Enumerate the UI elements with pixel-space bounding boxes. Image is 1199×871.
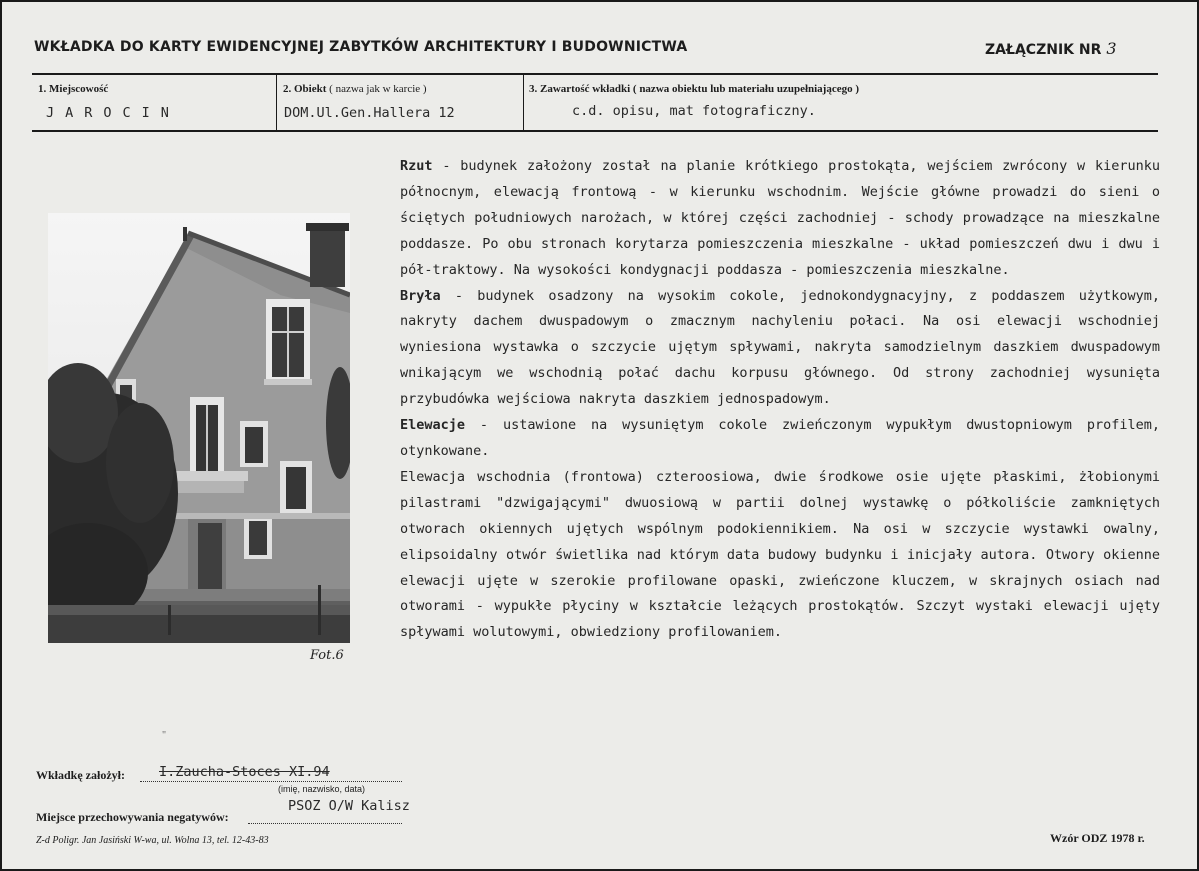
author-value: I.Zaucha-Stoces XI.94 — [159, 764, 330, 780]
appendix-number-value: 3 — [1106, 39, 1117, 58]
paragraph-rzut: Rzut - budynek założony został na planie krótkiego prostokąta, wejściem zwrócony w kierunku północnym, elewacją frontową - w kierunku wschodnim. Wejście główne prowadzi do sieni o ściętych południowych narożach, w której części zachodniej - schody prowadzące na mieszkalne poddasze. Po obu stronach korytarza pomieszczenia mieszkalne - układ pomieszczeń dwu i dwu i pół-traktowy. Na wysokości kondygnacji poddasza - pomieszczenia mieszkalne. — [400, 158, 1160, 278]
appendix-number — [985, 39, 1117, 58]
building-photo — [48, 213, 350, 643]
author-line — [140, 781, 402, 782]
paragraph-elewacja-wschodnia: Elewacja wschodnia (frontowa) czteroosiowa, dwie środkowe osie ujęte płaskimi, żłobionymi pilastrami "dzwigającymi" dwuosiową w partii dolnej wystawkę o półkoliście zamkniętych otworach okiennych ujętych wspólnym podokiennikiem. Na osi w szczycie wystawki owalny, elipsoidalny otwór świetlika nad którym data budowy budynku i inicjały autora. Otwory okienne elewacji ujęte w szerokie profilowane opaski, zwieńczone kluczem, w skrajnych osiach nad otworami - wypukłe płyciny w kształcie leżących prostokątów. Szczyt wystaki elewacji ujęty spływami wolutowymi, obwiedziony profilowaniem. — [400, 468, 1160, 641]
object-value: DOM.Ul.Gen.Hallera 12 — [284, 105, 455, 121]
form-version: Wzór ODZ 1978 r. — [1050, 831, 1145, 845]
author-label: Wkładkę założył: — [36, 768, 125, 782]
header-rule — [32, 73, 1158, 75]
printer-note: Z-d Poligr. Jan Jasiński W-wa, ul. Wolna 13, tel. 12-43-83 — [36, 835, 269, 846]
negatives-label: Miejsce przechowywania negatywów: — [36, 810, 229, 824]
locality-value: JAROCIN — [46, 105, 180, 121]
object-label: 2. Obiekt ( nazwa jak w karcie ) — [283, 83, 427, 95]
author-hint: (imię, nazwisko, data) — [278, 784, 366, 794]
contents-value: c.d. opisu, mat fotograficzny. — [572, 103, 816, 119]
building-photo-drawing — [48, 213, 350, 643]
description-text — [400, 154, 1160, 646]
field-divider-2 — [523, 75, 524, 130]
locality-label: 1. Miejscowość — [38, 83, 109, 95]
paragraph-bryla: Bryła - budynek osadzony na wysokim cokole, jednokondygnacyjny, z poddaszem użytkowym, nakryty dachem dwuspadowym o zmacznym nachyleniu połaci. Na osi elewacji wschodniej wyniesiona wystawka o szczycie ujętym spływami, nakryta samodzielnym daszkiem dwuspadowym wnikającym we wschodnią połać dachu korpusu głównego. Od strony zachodniej wysunięta przybudówka wejściowa nakryta daszkiem jednospadowym. — [400, 287, 1160, 408]
form-title: WKŁADKA DO KARTY EWIDENCYJNEJ ZABYTKÓW ARCHITEKTURY I BUDOWNICTWA — [34, 39, 688, 55]
negatives-line — [248, 823, 402, 824]
field-divider-1 — [276, 75, 277, 130]
negatives-value: PSOZ O/W Kalisz — [288, 798, 410, 814]
paragraph-elewacje: Elewacje - ustawione na wysuniętym cokole zwieńczonym wypukłym dwustopniowym profilem, otynkowane. — [400, 417, 1160, 459]
stray-mark: " — [162, 730, 167, 741]
contents-label: 3. Zawartość wkładki ( nazwa obiektu lub materiału uzupełniającego ) — [529, 83, 860, 95]
photo-caption: Fot.6 — [310, 648, 344, 663]
appendix-label: ZAŁĄCZNIK NR — [985, 42, 1102, 58]
fields-rule — [32, 130, 1158, 132]
